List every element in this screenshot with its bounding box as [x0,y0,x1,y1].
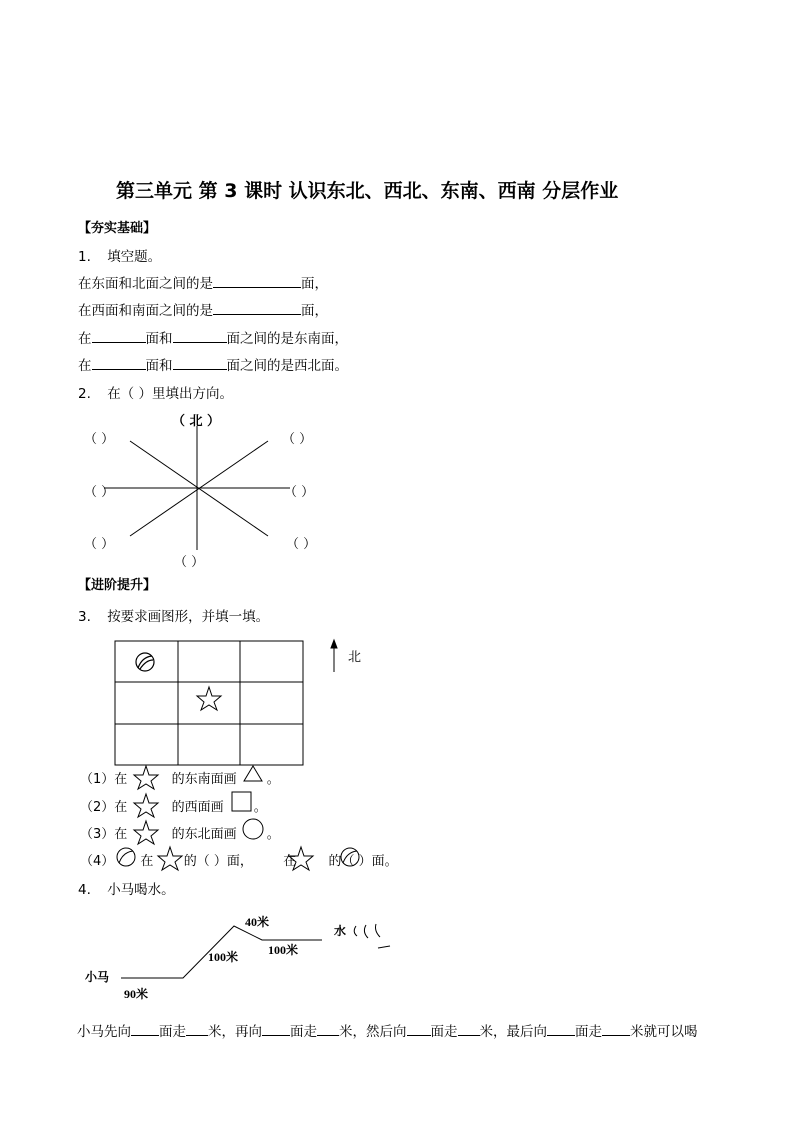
answer-text: 面走 [159,1024,186,1040]
distance-100-slope: 100米 [208,950,239,964]
q1-line-3-mid: 面和 [145,331,173,347]
northwest-blank[interactable]: （ ） [84,432,115,447]
section-heading-advanced: 【进阶提升】 [78,578,157,593]
q1-line-4-text: 在 [78,358,92,374]
question-number: 4. [78,882,91,898]
sub-text: 在 [140,854,154,869]
northeast-blank[interactable]: （ ） [282,432,313,447]
sub-text: 在 [283,854,297,869]
sub-text: 的西面画 [171,800,224,815]
sub-blank[interactable]: 的（ ）面。 [328,854,398,869]
answer-text: 小马先向 [77,1024,131,1040]
question-number: 3. [78,609,91,625]
southeast-blank[interactable]: （ ） [286,537,317,552]
page-title: 第三单元 第 3 课时 认识东北、西北、东南、西南 分层作业 [116,180,619,202]
q1-line-3-text: 在 [78,331,92,347]
question-text: 小马喝水。 [107,882,175,898]
answer-text: 米，再向 [208,1024,262,1040]
q1-line-4-mid: 面和 [145,358,173,374]
sub-number: （3）在 [80,827,128,842]
sub-blank[interactable]: 的（ ）面， [183,854,253,869]
north-label: （ 北 ） [172,414,221,429]
east-blank[interactable]: （ ） [284,485,315,500]
sub-period: 。 [266,772,280,787]
answer-blank[interactable] [547,1022,575,1036]
q1-line-1-tail: 面， [301,276,328,292]
sub-number: （1）在 [80,772,128,787]
sub-text: 的东南面画 [171,772,237,787]
sub-text: 的东北面画 [171,827,237,842]
sub-period: 。 [266,827,280,842]
answer-text: 面走 [290,1024,317,1040]
question-text: 在（ ）里填出方向。 [107,386,233,402]
horse-label: 小马 [85,970,110,984]
south-blank[interactable]: （ ） [174,555,205,570]
q1-line-4-tail: 面之间的是西北面。 [226,358,348,374]
q4-answer-line [77,1020,698,1040]
answer-text: 米就可以喝 [630,1024,698,1040]
sub-number: （4） [80,854,115,869]
question-text: 填空题。 [107,249,162,265]
answer-blank[interactable] [602,1022,630,1036]
southwest-blank[interactable]: （ ） [84,537,115,552]
answer-blank[interactable] [407,1022,431,1036]
answer-blank[interactable] [131,1022,159,1036]
q1-line-2-text: 在西面和南面之间的是 [78,303,213,319]
question-text: 按要求画图形，并填一填。 [107,609,270,625]
q1-line-2-tail: 面， [301,303,328,319]
sub-period: 。 [253,800,267,815]
distance-90: 90米 [124,987,149,1001]
sub-number: （2）在 [80,800,128,815]
answer-text: 米，然后向 [339,1024,407,1040]
answer-text: 米，最后向 [479,1024,547,1040]
west-blank[interactable]: （ ） [84,485,115,500]
water-scribble-icon [354,924,390,948]
answer-blank[interactable] [458,1022,480,1036]
answer-blank[interactable] [317,1022,339,1036]
distance-100-flat: 100米 [268,943,299,957]
q1-line-1-text: 在东面和北面之间的是 [78,276,213,292]
answer-blank[interactable] [186,1022,208,1036]
answer-blank[interactable] [262,1022,290,1036]
question-number: 2. [78,386,91,402]
answer-text: 面走 [575,1024,602,1040]
water-label: 水 [334,924,347,938]
section-heading-basic: 【夯实基础】 [78,221,157,236]
answer-text: 面走 [430,1024,458,1040]
question-number: 1. [78,249,91,265]
q1-line-3-tail: 面之间的是东南面， [226,331,348,347]
distance-40: 40米 [245,915,270,929]
grid-north-label: 北 [348,650,362,665]
